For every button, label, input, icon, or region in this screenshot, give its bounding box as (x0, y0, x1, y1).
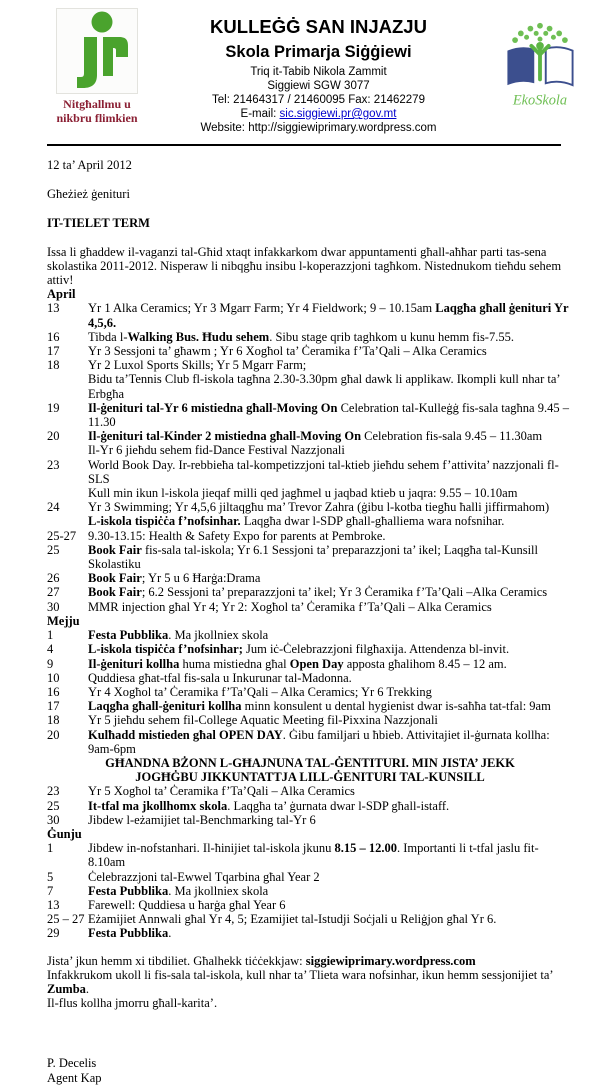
schedule-row (47, 301, 573, 329)
plain-text: Il-Yr 6 jieħdu sehem fid-Dance Festival Nazzjonali (88, 443, 345, 458)
address-line-2: Siggiewi SGW 3077 (267, 80, 370, 92)
plain-text: Celebration fis-sala 9.45 – 11.30am (361, 429, 543, 444)
jr-logo-icon (57, 9, 137, 93)
schedule-row (47, 500, 573, 514)
row-text (88, 372, 573, 400)
emphasized-text: Zumba (47, 981, 86, 996)
plain-text: Jibdew l-eżamijiet tal-Benchmarking tal-Yr 6 (88, 812, 316, 827)
row-text (88, 429, 573, 443)
emphasized-text: 8.15 – 12.00 (334, 841, 397, 856)
schedule-row (47, 813, 573, 827)
schedule-row (47, 728, 573, 756)
row-date: 7 (47, 883, 54, 898)
row-date: 1 (47, 841, 54, 856)
schedule-row (47, 514, 573, 528)
row-text (88, 443, 573, 457)
plain-text: . Ma jkollniex skola (168, 883, 269, 898)
schedule-row (47, 898, 573, 912)
emphasized-text: Walking Bus. Ħudu sehem (127, 329, 270, 344)
plain-text: minn konsulent u dental hygienist dwar is-saħħa tat-tfal: 9am (241, 699, 551, 714)
row-text (88, 401, 573, 429)
plain-text: huma mistiedna għal (179, 656, 290, 671)
motto-line-1: Nitgħallmu u (63, 97, 131, 111)
schedule-row (47, 358, 573, 372)
schedule-row (47, 600, 573, 614)
closing-line (47, 968, 573, 996)
row-text (88, 543, 573, 571)
schedule-notice-line (47, 770, 573, 784)
salutation: Għeżież ġenituri (47, 187, 130, 202)
emphasized-text: Laqgħa għall-ġenituri kollha (88, 699, 242, 714)
plain-text: ; Yr 5 u 6 Ħarġa:Drama (141, 571, 261, 586)
plain-text: Yr 3 Swimming; Yr 4,5,6 jiltaqgħu ma’ Trevor Zahra (ġibu l-kotba tiegħu ħalli jiffirmahom) (88, 500, 550, 515)
row-text (88, 642, 573, 656)
school-logo-block (38, 6, 156, 135)
row-date (47, 486, 88, 500)
schedule-row (47, 571, 573, 585)
row-text (88, 458, 573, 486)
plain-text: Celebration tal-Kulleġġ fis-sala tagħna 9.45 – 11.30 (88, 400, 569, 430)
row-text (88, 628, 573, 642)
emphasized-text: Kulħadd mistieden għal OPEN DAY (88, 727, 283, 742)
row-text (88, 571, 573, 585)
emphasized-text: JOGĦĠBU JIKKUNTATTJA LILL-ĠENITURI TAL-KUNSILL (135, 770, 485, 785)
plain-text: Quddiesa għat-tfal fis-sala u Inkurunar tal-Madonna. (88, 670, 352, 685)
row-date: 25 – 27 (47, 912, 85, 927)
row-date: 30 (47, 599, 60, 614)
month-heading: Ġunju (47, 826, 82, 841)
row-text (88, 728, 573, 756)
school-logo (56, 8, 138, 94)
row-date: 25 (47, 798, 60, 813)
row-text (88, 671, 573, 685)
plain-text: . Sibu stage qrib taghkom u kunu hemm fis-7.55. (269, 329, 514, 344)
plain-text: Jibdew in-nofstanhari. Il-ħinijiet tal-iskola jkunu (88, 841, 335, 856)
plain-text: Tibda l- (88, 329, 128, 344)
row-text (88, 344, 573, 358)
plain-text: . Ġibu familjari u ħbieb. Attivitajiet il-ġurnata kollha: 9am-6pm (88, 727, 550, 756)
schedule-row (47, 784, 573, 798)
row-date (47, 514, 88, 528)
plain-text: . (85, 981, 90, 996)
row-text (88, 713, 573, 727)
signature-name: P. Decelis (47, 1056, 97, 1071)
schedule-row (47, 713, 573, 727)
row-date: 29 (47, 926, 60, 941)
plain-text: Farewell: Quddiesa u ħarġa għal Year 6 (88, 897, 286, 912)
month-heading: Mejju (47, 613, 80, 628)
plain-text: Yr 2 Luxol Sports Skills; Yr 5 Mgarr Farm; (88, 358, 307, 373)
row-text (88, 301, 573, 329)
motto-line-2: nikbru flimkien (56, 111, 138, 125)
row-text (88, 813, 573, 827)
plain-text: Yr 1 Alka Ceramics; Yr 3 Mgarr Farm; Yr 4 Fieldwork; 9 – 10.15am (88, 301, 436, 316)
row-date: 30 (47, 812, 60, 827)
schedule-row (47, 486, 573, 500)
plain-text: MMR injection għal Yr 4; Yr 2: Xogħol ta’ Ċeramika f’Ta’Qali – Alka Ceramics (88, 599, 492, 614)
plain-text: Yr 3 Sessjoni ta’ għawm ; Yr 6 Xogħol ta’ Ċeramika f’Ta’Qali – Alka Ceramics (88, 344, 487, 359)
row-text (88, 926, 573, 940)
schedule-row (47, 685, 573, 699)
school-motto (38, 97, 156, 125)
row-date: 24 (47, 500, 60, 515)
row-date: 18 (47, 358, 60, 373)
emphasized-text: Book Fair (88, 585, 142, 600)
row-date: 9 (47, 656, 54, 671)
row-date: 25-27 (47, 528, 77, 543)
row-text (88, 514, 573, 528)
phone-line: Tel: 21464317 / 21460095 Fax: 21462279 (212, 94, 425, 106)
schedule-row (47, 870, 573, 884)
letterhead (0, 0, 605, 135)
address-line-1: Triq it-Tabib Nikola Zammit (250, 66, 387, 78)
emphasized-text: Festa Pubblika (88, 926, 169, 941)
row-text (88, 486, 573, 500)
row-text (88, 898, 573, 912)
plain-text: World Book Day. Ir-rebbieħa tal-kompetizzjoni tal-ktieb jieħdu sehem f’attivita’ nazzjonali fl-SLS (88, 457, 559, 486)
row-date: 5 (47, 869, 54, 884)
ekoskola-logo-icon (492, 20, 588, 112)
plain-text: Laqgħa dwar l-SDP għall-għalliema wara nofsnihar. (240, 514, 505, 529)
row-text (88, 657, 573, 671)
schedule-row (47, 671, 573, 685)
emphasized-text: Il-ġenituri tal-Yr 6 mistiedna għall-Moving On (88, 400, 338, 415)
row-text (88, 500, 573, 514)
emphasized-text: L-iskola tispiċċa f’nofsinhar; (88, 642, 243, 657)
row-date: 23 (47, 784, 60, 799)
plain-text: Yr 5 Xogħol ta’ Ċeramika f’Ta’Qali – Alka Ceramics (88, 784, 355, 799)
row-date (47, 372, 88, 400)
month-heading: April (47, 287, 76, 302)
emphasized-text: Laqgħa għall ġenituri Yr 4,5,6. (88, 301, 569, 330)
row-text (88, 870, 573, 884)
row-text (88, 699, 573, 713)
plain-text: Ċelebrazzjoni tal-Ewwel Tqarbina għal Year 2 (88, 869, 320, 884)
row-date: 27 (47, 585, 60, 600)
row-date: 13 (47, 897, 60, 912)
row-text (88, 912, 573, 926)
college-name: KULLEĠĠ SAN INJAZJU (210, 16, 427, 37)
row-text (88, 600, 573, 614)
emphasized-text: Il-ġenituri tal-Kinder 2 mistiedna għall-Moving On (88, 429, 362, 444)
row-text (88, 529, 573, 543)
schedule-row (47, 628, 573, 642)
signature-title: Agent Kap (47, 1070, 102, 1085)
row-text (88, 685, 573, 699)
emphasized-text: L-iskola tispiċċa f’nofsinhar. (88, 514, 241, 529)
website-line: Website: http://siggiewiprimary.wordpress.com (200, 122, 437, 134)
closing-paragraph (47, 954, 573, 1011)
plain-text: fis-sala tal-iskola; Yr 6.1 Sessjoni ta’ preparazzjoni ta’ ikel; Laqgħa tal-Kunsill Skolastiku (88, 542, 539, 572)
row-date: 13 (47, 301, 60, 316)
letterhead-center (156, 6, 481, 135)
row-date: 18 (47, 713, 60, 728)
schedule-row (47, 699, 573, 713)
row-text (88, 841, 573, 869)
closing-line (47, 996, 573, 1010)
row-date: 25 (47, 542, 60, 557)
schedule-row (47, 529, 573, 543)
row-date: 10 (47, 670, 60, 685)
plain-text: Yr 4 Xogħol ta’ Ċeramika f’Ta’Qali – Alka Ceramics; Yr 6 Trekking (88, 684, 432, 699)
signature-block (47, 1056, 573, 1084)
row-date: 23 (47, 457, 60, 472)
emphasized-text: GĦANDNA BŻONN L-GĦAJNUNA TAL-ĠENTITURI. MIN JISTA’ JEKK (105, 755, 515, 770)
letter-body (0, 158, 605, 1085)
emphasized-text: siggiewiprimary.wordpress.com (305, 953, 476, 968)
emphasized-text: Book Fair (88, 571, 142, 586)
ekoskola-logo-block (481, 6, 599, 135)
ekoskola-label: EkoSkola (512, 92, 568, 109)
row-text (88, 799, 573, 813)
letter-date: 12 ta’ April 2012 (47, 158, 132, 172)
email-label: E-mail: (240, 108, 280, 120)
row-date: 20 (47, 429, 60, 444)
schedule-row (47, 884, 573, 898)
plain-text: . (168, 926, 172, 941)
row-date: 20 (47, 727, 60, 742)
schedule-row (47, 443, 573, 457)
row-date: 16 (47, 329, 60, 344)
schedule (47, 287, 573, 940)
email-link[interactable]: sic.siggiewi.pr@gov.mt (279, 108, 397, 120)
emphasized-text: Festa Pubblika (88, 883, 169, 898)
row-date: 1 (47, 628, 54, 643)
row-date (47, 443, 88, 457)
schedule-row (47, 372, 573, 400)
row-text (88, 784, 573, 798)
plain-text: . Ma jkollniex skola (168, 628, 269, 643)
header-divider (47, 144, 561, 146)
plain-text: Eżamijiet Annwali għal Yr 4, 5; Ezamijiet tal-Istudji Soċjali u Reliġjon għal Yr 6. (88, 912, 497, 927)
row-text (88, 585, 573, 599)
row-date: 19 (47, 400, 60, 415)
row-date: 17 (47, 699, 60, 714)
schedule-row (47, 458, 573, 486)
plain-text: Il-flus kollha jmorru għall-karita’. (47, 996, 218, 1011)
closing-line (47, 954, 573, 968)
plain-text: ; 6.2 Sessjoni ta’ preparazzjoni ta’ ikel; Yr 3 Ċeramika f’Ta’Qali –Alka Ceramics (141, 585, 548, 600)
plain-text: . Importanti li t-tfal jaslu fit-8.10am (88, 841, 539, 870)
plain-text: apposta għalihom 8.45 – 12 am. (343, 656, 507, 671)
intro-paragraph: Issa li għaddew il-vaganzi tal-Għid xtaqt infakkarkom dwar appuntamenti għall-aħħar parti tas-sena skolastika 2011-2012. Nisperaw li nibqgħu insibu l-koperazzjoni tagħkom. Nistednukom tieħdu sehem attiv! (47, 244, 562, 288)
emphasized-text: Festa Pubblika (88, 628, 169, 643)
school-name: Skola Primarja Siġġiewi (225, 43, 412, 61)
schedule-row (47, 841, 573, 869)
plain-text: Infakkrukom ukoll li fis-sala tal-iskola, kull nhar ta’ Tlieta wara nofsinhar, ikun hemm sessjonijiet ta’ (47, 967, 553, 982)
schedule-row (47, 912, 573, 926)
row-date: 17 (47, 344, 60, 359)
schedule-row (47, 926, 573, 940)
plain-text: . Laqgħa ta’ ġurnata dwar l-SDP għall-istaff. (227, 798, 450, 813)
schedule-row (47, 429, 573, 443)
plain-text: Jista’ jkun hemm xi tibdiliet. Għalhekk tiċċekkjaw: (47, 953, 306, 968)
schedule-notice-line (47, 756, 573, 770)
schedule-row (47, 401, 573, 429)
emphasized-text: It-tfal ma jkollhomx skola (88, 798, 228, 813)
schedule-row (47, 642, 573, 656)
schedule-row (47, 330, 573, 344)
emphasized-text: Open Day (289, 656, 344, 671)
row-text (88, 884, 573, 898)
schedule-row (47, 543, 573, 571)
row-text (88, 330, 573, 344)
emphasized-text: Il-ġenituri kollha (88, 656, 180, 671)
schedule-row (47, 585, 573, 599)
schedule-row (47, 657, 573, 671)
row-text (88, 358, 573, 372)
schedule-row (47, 344, 573, 358)
plain-text: Yr 5 jieħdu sehem fil-College Aquatic Meeting fil-Pixxina Nazzjonali (88, 713, 438, 728)
schedule-row (47, 799, 573, 813)
emphasized-text: Book Fair (88, 542, 142, 557)
plain-text: Kull min ikun l-iskola jieqaf milli qed jagħmel u jaqbad ktieb u jaqra: 9.55 – 10.10am (88, 486, 518, 501)
plain-text: 9.30-13.15: Health & Safety Expo for parents at Pembroke. (88, 528, 386, 543)
email-line (156, 107, 481, 121)
row-date: 16 (47, 684, 60, 699)
term-heading: IT-TIELET TERM (47, 216, 150, 231)
plain-text: Jum iċ-Ċelebrazzjoni filgħaxija. Attendenza bl-invit. (242, 642, 510, 657)
row-date: 26 (47, 571, 60, 586)
plain-text: Bidu ta’Tennis Club fl-iskola tagħna 2.30-3.30pm għal dawk li applikaw. Ikompli kull nhar ta’ Erbgħa (88, 372, 560, 401)
row-date: 4 (47, 642, 54, 657)
